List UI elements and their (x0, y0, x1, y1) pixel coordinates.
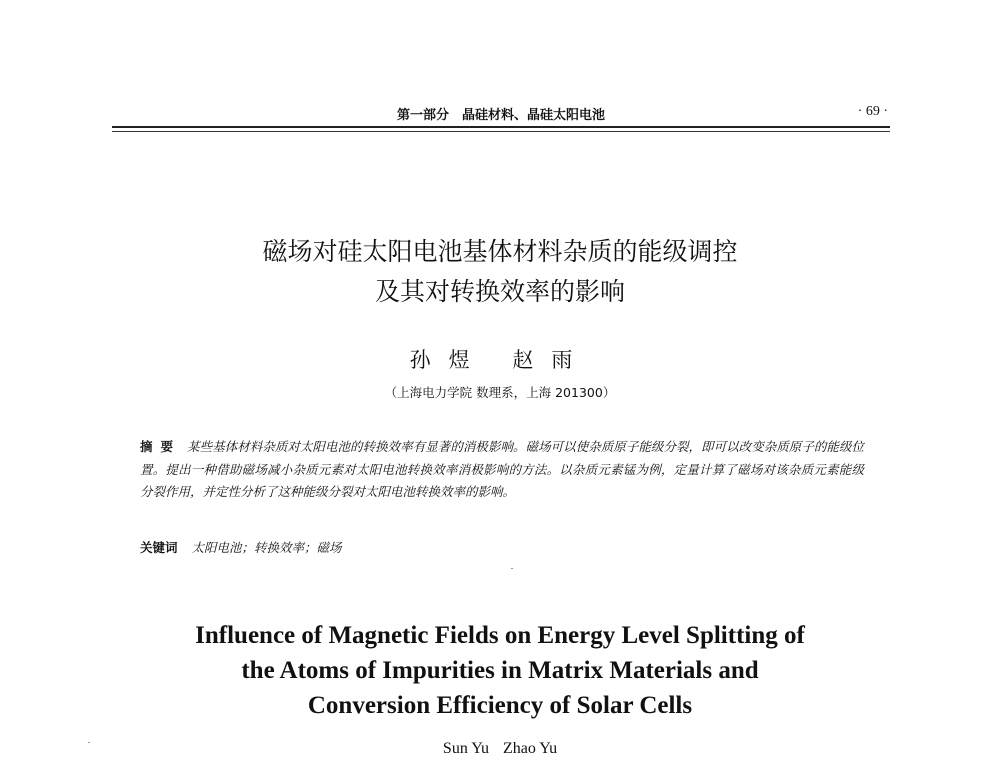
chinese-title-line-1: 磁场对硅太阳电池基体材料杂质的能级调控 (262, 237, 738, 266)
running-head (112, 104, 890, 126)
keywords-label: 关键词 (140, 540, 178, 555)
running-head-section: 第一部分 晶硅材料、晶硅太阳电池 (396, 108, 605, 123)
chinese-authors: 孙煜 赵雨 (409, 348, 591, 372)
english-title-line-3: Conversion Efficiency of Solar Cells (307, 692, 693, 719)
header-rule-thin (112, 131, 890, 132)
abstract (140, 436, 864, 504)
english-title-line-1: Influence of Magnetic Fields on Energy Level Splitting of (195, 622, 805, 649)
abstract-label: 摘要 (140, 439, 182, 454)
header-rule-thick (112, 126, 890, 128)
english-author-2: Zhao Yu (503, 740, 558, 757)
chinese-affiliation: （上海电力学院 数理系，上海 201300） (384, 385, 616, 400)
scan-speck (511, 568, 513, 569)
english-author-1: Sun Yu (442, 740, 490, 757)
english-title (0, 618, 1000, 723)
chinese-title (0, 232, 1000, 312)
page-number: · 69 · (857, 104, 888, 119)
keywords-text: 太阳电池；转换效率；磁场 (191, 540, 342, 555)
english-authors (0, 740, 1000, 758)
abstract-text: 某些基体材料杂质对太阳电池的转换效率有显著的消极影响。磁场可以使杂质原子能级分裂，即可以改变杂质原子的能级位置。提出一种借助磁场减小杂质元素对太阳电池转换效率消极影响的方法。以杂质元素锰为例，定量计算了磁场对该杂质元素能级分裂作用，并定性分析了这种能级分裂对太阳电池转换效率的影响。 (140, 439, 864, 499)
keywords (140, 538, 864, 556)
english-title-line-2: the Atoms of Impurities in Matrix Materials and (241, 657, 759, 684)
chinese-title-line-2: 及其对转换效率的影响 (374, 277, 625, 306)
